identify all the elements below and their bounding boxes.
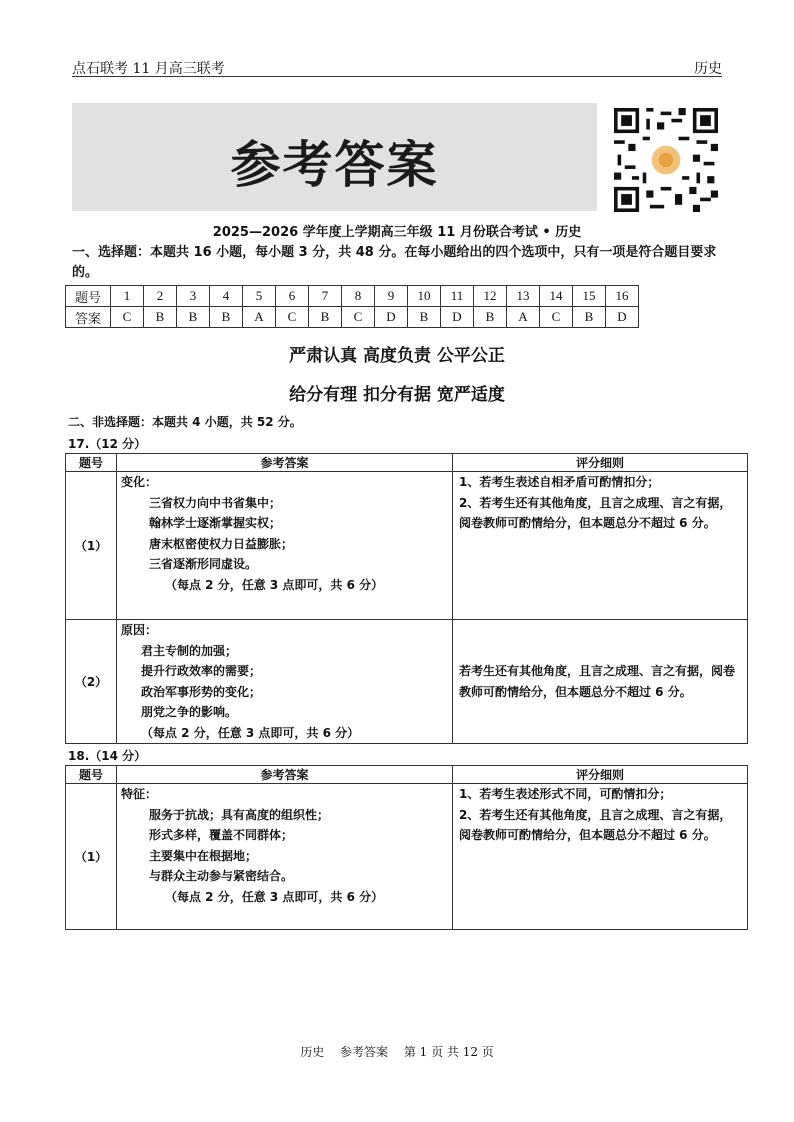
question-number: 8 — [342, 286, 375, 307]
part-number: （1） — [66, 472, 117, 620]
q18-label: 18.（14 分） — [68, 749, 147, 763]
header-number: 题号 — [66, 766, 117, 784]
part-answer — [117, 620, 453, 744]
header-exam-name: 点石联考 11 月高三联考 — [72, 61, 225, 77]
header-number: 题号 — [66, 454, 117, 472]
q18-table — [65, 765, 748, 930]
answer-letter: D — [375, 307, 408, 328]
question-number: 16 — [606, 286, 639, 307]
answer-letter-row — [66, 307, 639, 328]
answer-line: 特征： — [121, 787, 158, 801]
answer-line: 三省权力向中书省集中； — [149, 495, 282, 510]
part-rules — [453, 620, 748, 744]
answer-line: 朋党之争的影响。 — [141, 705, 238, 719]
answer-line: 变化： — [121, 475, 158, 489]
answer-line: 主要集中在根据地； — [149, 848, 258, 863]
banner-title: 参考答案 — [230, 135, 439, 194]
qr-code-icon — [614, 108, 718, 212]
question-number: 4 — [210, 286, 243, 307]
section-2-instructions: 二、非选择题：本题共 4 小题，共 52 分。 — [68, 415, 302, 429]
header-rules: 评分细则 — [453, 766, 748, 784]
answer-banner — [72, 103, 597, 211]
answer-letter: C — [540, 307, 573, 328]
header-answer: 参考答案 — [117, 454, 453, 472]
question-number: 3 — [177, 286, 210, 307]
question-number: 9 — [375, 286, 408, 307]
answer-line: 服务于抗战；具有高度的组织性； — [149, 807, 330, 822]
part-rules — [453, 784, 748, 930]
part-rules — [453, 472, 748, 620]
page-header — [72, 58, 722, 77]
answer-line: 提升行政效率的需要； — [141, 664, 262, 678]
answer-line: （每点 2 分，任意 3 点即可，共 6 分） — [141, 725, 360, 740]
answer-letter: D — [441, 307, 474, 328]
answer-line: 政治军事形势的变化； — [141, 684, 262, 699]
q17-header-row — [66, 454, 748, 472]
question-number: 12 — [474, 286, 507, 307]
answer-letter: A — [507, 307, 540, 328]
question-number: 14 — [540, 286, 573, 307]
question-number: 11 — [441, 286, 474, 307]
q17-table — [65, 453, 748, 744]
answer-line: 君主专制的加强； — [141, 643, 238, 658]
answer-key-table — [65, 285, 639, 328]
row-label-answer: 答案 — [66, 307, 111, 328]
answer-letter: B — [309, 307, 342, 328]
answer-letter: C — [276, 307, 309, 328]
header-answer: 参考答案 — [117, 766, 453, 784]
slogan-line-1: 严肃认真 高度负责 公平公正 — [289, 346, 505, 366]
question-number: 1 — [111, 286, 144, 307]
exam-title: 2025—2026 学年度上学期高三年级 11 月份联合考试 • 历史 — [212, 225, 582, 240]
part-answer — [117, 784, 453, 930]
section-1-instructions: 一、选择题：本题共 16 小题，每小题 3 分，共 48 分。在每小题给出的四个选项中，只有一项是符合题目要求的。 — [72, 245, 717, 280]
answer-letter: B — [210, 307, 243, 328]
answer-letter: B — [474, 307, 507, 328]
q18-header-row — [66, 766, 748, 784]
header-subject: 历史 — [694, 61, 722, 77]
answer-line: 翰林学士逐渐掌握实权； — [149, 516, 282, 530]
header-rules: 评分细则 — [453, 454, 748, 472]
answer-letter: A — [243, 307, 276, 328]
page-footer: 历史 参考答案 第 1 页 共 12 页 — [300, 1045, 494, 1059]
answer-line: 形式多样，覆盖不同群体； — [149, 828, 294, 842]
rule-line: 2、若考生还有其他角度，且言之成理、言之有据，阅卷教师可酌情给分，但本题总分不超过 6 分。 — [459, 807, 732, 842]
answer-line: 唐末枢密使权力日益膨胀； — [149, 536, 294, 551]
answer-letter: B — [144, 307, 177, 328]
rule-line: 1、若考生表述自相矛盾可酌情扣分； — [459, 475, 660, 489]
answer-line: 与群众主动参与紧密结合。 — [149, 869, 294, 883]
part-number: （1） — [66, 784, 117, 930]
q17-part2-row — [66, 620, 748, 744]
rule-line: 1、若考生表述形式不同，可酌情扣分； — [459, 787, 672, 801]
question-number: 15 — [573, 286, 606, 307]
question-number: 13 — [507, 286, 540, 307]
q17-label: 17.（12 分） — [68, 437, 147, 451]
answer-line: 三省逐渐形同虚设。 — [149, 557, 258, 571]
answer-line: （每点 2 分，任意 3 点即可，共 6 分） — [165, 889, 384, 904]
question-number: 10 — [408, 286, 441, 307]
slogan-line-2: 给分有理 扣分有据 宽严适度 — [289, 385, 505, 405]
answer-letter: C — [111, 307, 144, 328]
rule-line: 若考生还有其他角度，且言之成理、言之有据，阅卷教师可酌情给分，但本题总分不超过 6 分。 — [459, 664, 736, 699]
row-label-number: 题号 — [66, 286, 111, 307]
question-number: 2 — [144, 286, 177, 307]
answer-number-row — [66, 286, 639, 307]
part-number: （2） — [66, 620, 117, 744]
question-number: 5 — [243, 286, 276, 307]
answer-letter: D — [606, 307, 639, 328]
answer-letter: B — [573, 307, 606, 328]
answer-letter: B — [177, 307, 210, 328]
answer-letter: B — [408, 307, 441, 328]
answer-line: 原因： — [121, 623, 158, 637]
answer-letter: C — [342, 307, 375, 328]
q18-part1-row — [66, 784, 748, 930]
answer-line: （每点 2 分，任意 3 点即可，共 6 分） — [165, 577, 384, 592]
question-number: 6 — [276, 286, 309, 307]
q17-part1-row — [66, 472, 748, 620]
rule-line: 2、若考生还有其他角度，且言之成理、言之有据，阅卷教师可酌情给分，但本题总分不超过 6 分。 — [459, 495, 732, 530]
question-number: 7 — [309, 286, 342, 307]
part-answer — [117, 472, 453, 620]
